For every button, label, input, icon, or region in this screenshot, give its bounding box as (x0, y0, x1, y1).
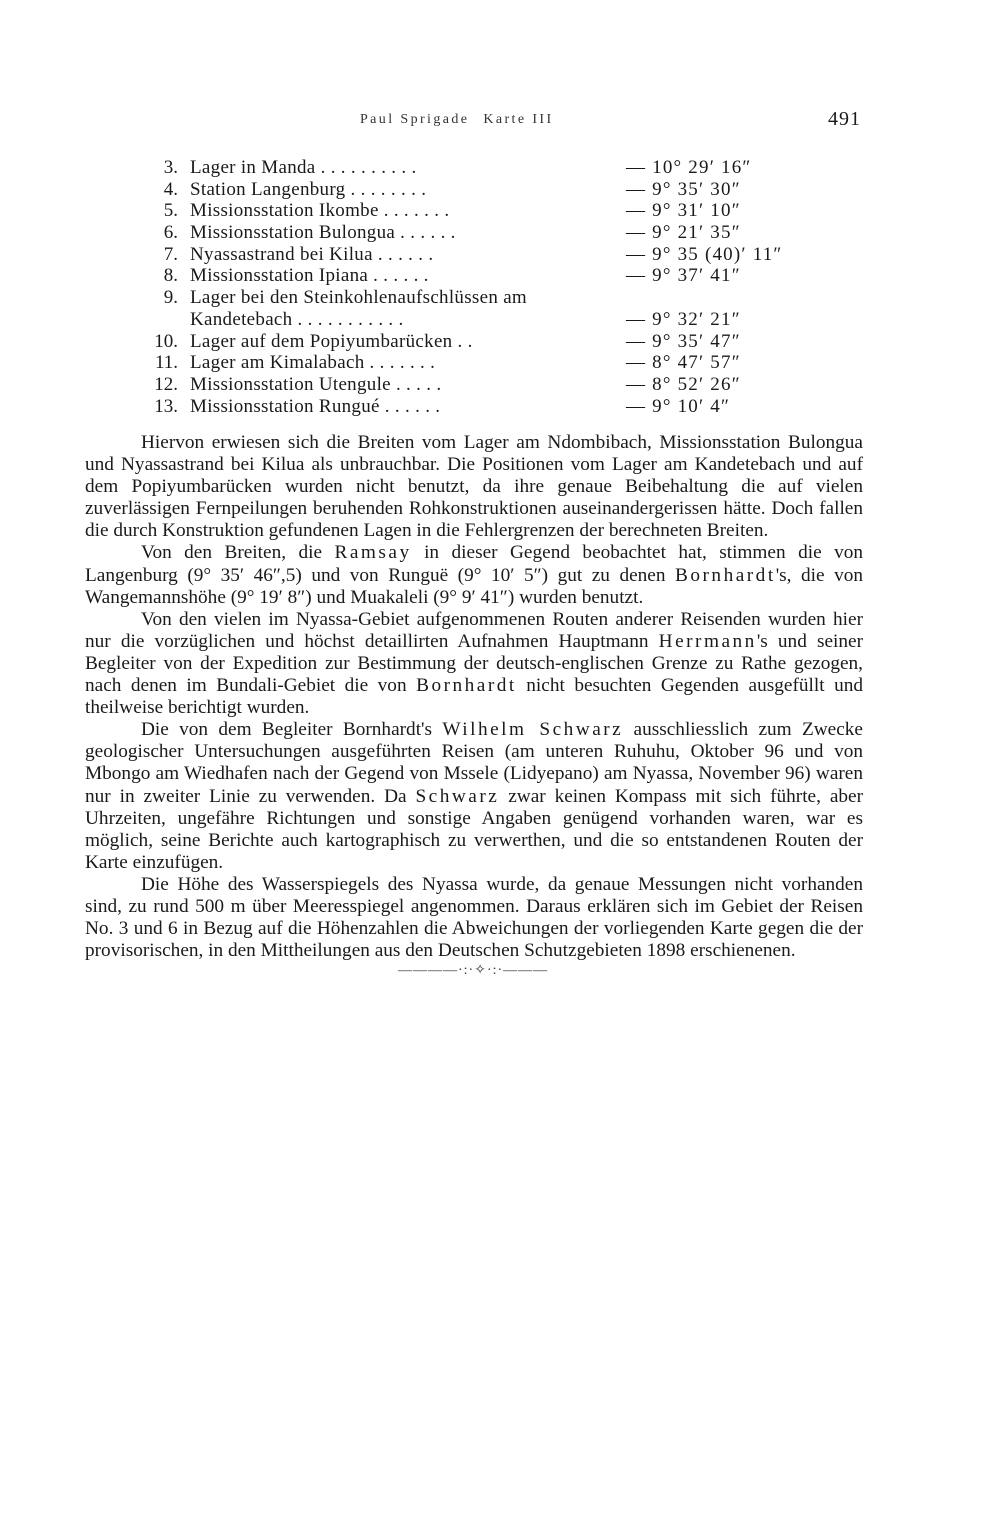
coordinate-row (140, 396, 830, 418)
paragraph-text: Die Höhe des Wasserspiegels des Nyassa wurde, da genaue Messungen nicht vorhanden sind, zu rund 500 m über Meeresspiegel angenommen. Daraus erklären sich im Gebiet der Reisen No. 3 und 6 in Bezug auf die Höhenzahlen die Abweichungen der vorliegenden Karte gegen die der provisorischen, in den Mittheilungen aus den Deutschen Schutzgebieten 1898 erschienenen. (85, 873, 863, 962)
coordinate-location: Station Langenburg . . . . . . . . (190, 178, 427, 200)
coordinate-row (140, 331, 830, 353)
coordinate-location-line1: Lager bei den Steinkohlenaufschlüssen am (190, 287, 528, 309)
coordinate-location: Lager auf dem Popiyumbarücken . . (190, 330, 473, 352)
coordinate-number: 3. (163, 157, 178, 178)
person-name: Bornhardt (416, 675, 517, 697)
page-number: 491 (828, 108, 861, 130)
coordinate-number: 12. (154, 373, 178, 395)
paragraph-text: Von den vielen im Nyassa-Gebiet aufgenommenen Routen anderer Reisenden wurden hier nur die vorzüglichen und höchst detaillirten Aufnahmen Hauptmann (85, 608, 863, 652)
coordinate-number: 7. (163, 243, 178, 265)
person-name: Bornhardt (675, 564, 776, 586)
running-head (360, 112, 554, 128)
paragraph-nyassa-water-level (85, 874, 863, 962)
coordinate-latitude: — 9° 35′ 47″ (626, 330, 741, 352)
paragraph-text: 's, die von Wangemannshöhe (9° 19′ 8″) und Muakaleli (9° 9′ 41″) wurden benutzt. (85, 564, 863, 608)
paragraph-text: Hiervon erwiesen sich die Breiten vom Lager am Ndombibach, Missionsstation Bulongua und Nyassastrand bei Kilua als unbrauchbar. Die Positionen vom Lager am Kandetebach und auf dem Popiyumbarücken wurden nicht benutzt, da ihre genaue Beibehaltung die auf vielen zuverlässigen Fernpeilungen beruhenden Rohkonstruktionen auseinandergerissen hätte. Doch fallen die durch Konstruktion gefundenen Lagen in die Fehlergrenzen der berechneten Breiten. (85, 432, 863, 542)
coordinate-row (140, 352, 830, 374)
coordinate-location: Lager am Kimalabach . . . . . . . (190, 352, 436, 374)
person-name: Herrmann (658, 630, 757, 652)
coordinate-latitude: — 9° 32′ 21″ (626, 308, 741, 330)
person-name: Schwarz (415, 785, 500, 807)
paragraph-text: zwar keinen Kompass mit sich führte, aber Uhrzeiten, ungefähre Richtungen und sonstige Angaben genügend vorhanden waren, war es möglich, seine Berichte auch kartographisch zu verwerthen, und die so entstandenen Routen der Karte einzufügen. (85, 785, 864, 873)
coordinate-latitude: — 8° 52′ 26″ (626, 373, 741, 395)
body-text (85, 432, 863, 962)
coordinate-latitude: — 10° 29′ 16″ (626, 157, 752, 178)
coordinate-location: Missionsstation Utengule . . . . . (190, 373, 442, 395)
coordinate-row (140, 287, 830, 330)
paragraph-text: in dieser Gegend beobachtet hat, stimmen die von Langenburg (9° 35′ 46″,5) und von Runguë (9° 10′ 5″) gut zu denen (85, 542, 863, 586)
coordinate-row (140, 222, 830, 244)
coordinate-row (140, 157, 830, 179)
paragraph-herrmann-routes (85, 609, 863, 719)
coordinate-number: 5. (163, 200, 178, 222)
running-head-author: Paul Sprigade (360, 112, 470, 127)
coordinate-number: 9. (163, 287, 178, 309)
paragraph-schwarz-travels (85, 719, 863, 874)
paragraph-text: ausschliesslich zum Zwecke geologischer Untersuchungen ausgeführten Reisen (am unteren Ruhuhu, Oktober 96 und von Mbongo am Wiedhafen nach der Gegend von Mssele (Lidyepano) am Nyassa, November 96) waren nur in zweiter Linie zu verwenden. Da (85, 719, 863, 807)
coordinate-latitude: — 9° 35′ 30″ (626, 178, 741, 200)
coordinate-row (140, 374, 830, 396)
coordinate-location: Missionsstation Rungué . . . . . . (190, 395, 441, 417)
coordinate-number: 11. (154, 352, 178, 374)
coordinate-number: 8. (163, 265, 178, 287)
paragraph-text: Die von dem Begleiter Bornhardt's (141, 719, 443, 741)
end-ornament: ————·:·✧·:·——— (398, 963, 549, 978)
coordinate-latitude: — 9° 21′ 35″ (626, 222, 741, 244)
coordinate-location: Missionsstation Ikombe . . . . . . . (190, 200, 450, 222)
coordinate-location: Missionsstation Bulongua . . . . . . (190, 222, 456, 244)
coordinate-latitude: — 9° 10′ 4″ (626, 395, 731, 417)
paragraph-ramsay-latitudes (85, 542, 863, 608)
coordinate-number: 4. (163, 178, 178, 200)
coordinate-row (140, 265, 830, 287)
coordinate-location-line2: Kandetebach . . . . . . . . . . . (190, 308, 404, 330)
paragraph-unusable-latitudes (85, 432, 863, 542)
running-head-map: Karte III (483, 112, 554, 127)
coordinate-location: Nyassastrand bei Kilua . . . . . . (190, 243, 434, 265)
coordinate-location (190, 287, 620, 330)
coordinate-latitude: — 9° 35 (40)′ 11″ (626, 243, 783, 265)
paragraph-text: Von den Breiten, die (141, 542, 335, 564)
paragraph-text: 's und seiner Begleiter von der Expedition zur Bestimmung der deutsch-englischen Grenze zu Rathe gezogen, nach denen im Bundali-Gebiet die von (85, 630, 864, 697)
coordinate-latitude: — 8° 47′ 57″ (626, 352, 741, 374)
coordinate-location: Missionsstation Ipiana . . . . . . (190, 265, 429, 287)
coordinate-location: Lager in Manda . . . . . . . . . . (190, 157, 417, 178)
coordinate-row (140, 179, 830, 201)
paragraph-text: nicht besuchten Gegenden ausgefüllt und theilweise berichtigt wurden. (85, 675, 864, 719)
coordinate-number: 6. (163, 222, 178, 244)
person-name: Wilhelm Schwarz (442, 719, 624, 741)
coordinate-list (140, 157, 830, 417)
coordinate-row (140, 200, 830, 222)
coordinate-latitude: — 9° 31′ 10″ (626, 200, 741, 222)
person-name: Ramsay (334, 542, 412, 564)
coordinate-number: 13. (154, 395, 178, 417)
coordinate-row (140, 244, 830, 266)
coordinate-number: 10. (154, 330, 178, 352)
coordinate-latitude: — 9° 37′ 41″ (626, 265, 741, 287)
